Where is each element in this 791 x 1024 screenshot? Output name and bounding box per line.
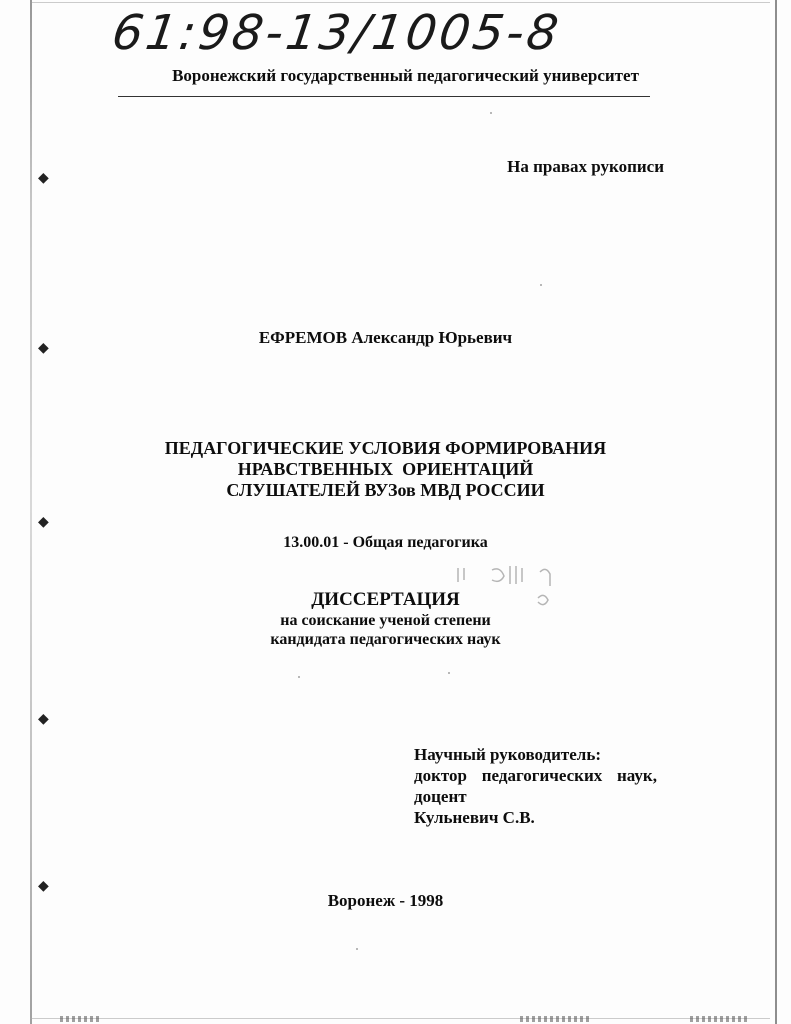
manuscript-note: На правах рукописи [507, 157, 664, 176]
scan-speck [356, 948, 358, 950]
degree-line: кандидата педагогических наук [270, 631, 501, 648]
supervisor-rank [414, 765, 657, 786]
scan-bottom-marks [690, 1016, 750, 1022]
binding-hole-mark: ◆ [38, 171, 49, 186]
author-name: ЕФРЕМОВ Александр Юрьевич [258, 328, 513, 347]
degree-line: на соискание ученой степени [280, 612, 491, 629]
scan-speck [540, 284, 542, 286]
supervisor-block [414, 744, 674, 828]
title-line: НРАВСТВЕННЫХ ОРИЕНТАЦИЙ [237, 459, 534, 479]
scan-left-edge [30, 0, 32, 1024]
dissertation-title [0, 438, 791, 501]
binding-hole-mark: ◆ [38, 515, 49, 530]
supervisor-rank-word: доктор [414, 766, 467, 785]
title-line: СЛУШАТЕЛЕЙ ВУЗов МВД РОССИИ [226, 480, 545, 500]
city-and-year: Воронеж - 1998 [327, 891, 444, 910]
supervisor-rank-word: наук, [617, 766, 657, 785]
header-divider [118, 96, 650, 97]
binding-hole-mark: ◆ [38, 341, 49, 356]
scan-bottom-edge [30, 1018, 770, 1019]
title-line: ПЕДАГОГИЧЕСКИЕ УСЛОВИЯ ФОРМИРОВАНИЯ [164, 438, 607, 458]
binding-hole-mark: ◆ [38, 879, 49, 894]
specialty-code: 13.00.01 - Общая педагогика [283, 534, 488, 551]
scan-speck [448, 672, 450, 674]
scan-speck [490, 112, 492, 114]
supervisor-rank-word: педагогических [481, 766, 603, 785]
supervisor-name: Кульневич С.В. [414, 808, 535, 827]
document-type: ДИССЕРТАЦИЯ [311, 589, 460, 610]
university-name: Воронежский государственный педагогический университет [172, 66, 639, 85]
supervisor-heading: Научный руководитель: [414, 745, 601, 764]
scan-speck [298, 676, 300, 678]
scan-top-edge [30, 2, 770, 3]
handwritten-inventory-number: 61:98-13/1005-8 [108, 5, 565, 61]
scan-right-edge [775, 0, 777, 1024]
degree-statement [0, 611, 791, 649]
scan-bottom-marks [520, 1016, 590, 1022]
binding-hole-mark: ◆ [38, 712, 49, 727]
supervisor-title: доцент [414, 787, 467, 806]
scan-bottom-marks [60, 1016, 100, 1022]
